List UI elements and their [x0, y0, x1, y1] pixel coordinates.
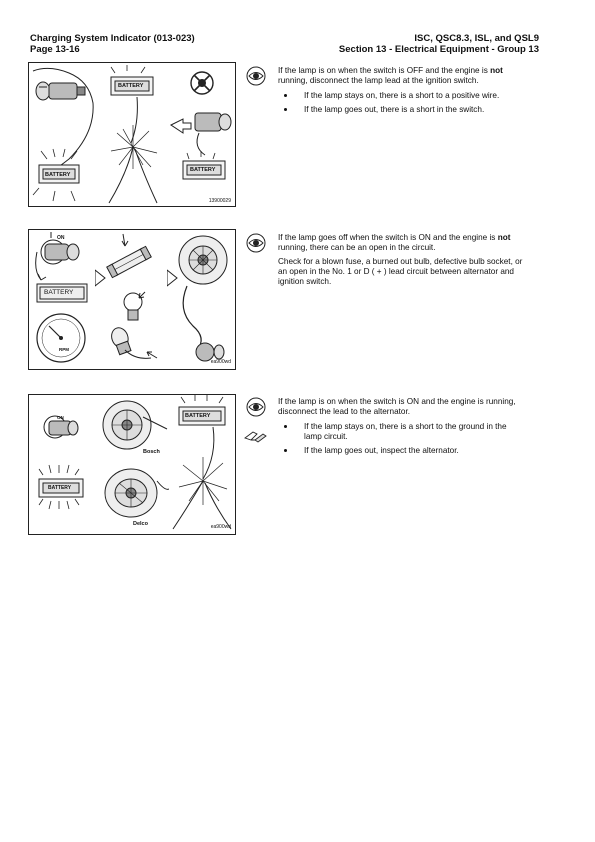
section-name: Section 13 - Electrical Equipment - Group 13: [338, 43, 539, 55]
figure-1-short-cell: [97, 63, 170, 204]
figure-3: [28, 394, 236, 535]
section-3-text: [278, 397, 526, 459]
figure-2-alternator-cell: [167, 230, 235, 367]
section-2-details: Check for a blown fuse, a burned out bulb, defective bulb socket, or an open in the No. 1 or D ( + ) lead circuit between alternator and ignition switch.: [278, 257, 523, 286]
battery-label: BATTERY: [185, 413, 211, 419]
disconnected-switch-illustration: [169, 63, 235, 204]
figure-3-short-cell: [169, 395, 235, 532]
figure-3-delco-cell: [97, 461, 170, 532]
figure-1-disconnect-cell: [169, 63, 235, 204]
section-3-bullets: [278, 421, 526, 456]
figure-2-fuse-cell: [95, 230, 168, 367]
list-item: • If the lamp stays on, there is a short to the ground in the lamp circuit.: [296, 421, 526, 442]
page-number: Page 13-16: [30, 43, 80, 55]
battery-lamp-label: BATTERY: [190, 167, 216, 173]
battery-label: BATTERY: [48, 485, 72, 491]
section-3-intro: If the lamp is on when the switch is ON and the engine is running, disconnect the lead to the alternator.: [278, 397, 516, 416]
fuse-and-bulb-illustration: [95, 230, 167, 367]
section-1-text: [278, 66, 526, 118]
figure-1: [28, 62, 236, 207]
section-1-bullets: [278, 90, 526, 115]
list-item: • If the lamp goes out, inspect the alternator.: [296, 445, 526, 456]
engine-models: ISC, QSC8.3, ISL, and QSL9: [414, 33, 539, 44]
page-header-left: [30, 34, 195, 55]
figure-id: ea900wd: [210, 359, 231, 365]
figure-id: 13900029: [208, 198, 231, 204]
figure-id: ea900wd: [210, 524, 231, 530]
section-2-intro: If the lamp goes off when the switch is ON and the engine is not running, there can be an open in the circuit.: [278, 233, 511, 252]
list-item: • If the lamp goes out, there is a short in the switch.: [296, 104, 526, 115]
list-item: • If the lamp stays on, there is a short to a positive wire.: [296, 90, 526, 101]
inspect-eye-icon: [246, 233, 266, 253]
figure-2-dash-cell: [29, 230, 96, 367]
section-1-intro: If the lamp is on when the switch is OFF and the engine is not running, disconnect the lamp lead at the ignition switch.: [278, 66, 503, 85]
page-header-right: [339, 34, 539, 55]
inspect-eye-icon: [246, 66, 266, 86]
section-title: Charging System Indicator (013-023): [30, 33, 195, 44]
ignition-switch-illustration: [29, 63, 97, 204]
figure-3-switch-cell: [29, 395, 98, 532]
inspect-eye-icon: [246, 397, 266, 417]
figure-2: [28, 229, 236, 370]
bosch-label: Bosch: [143, 449, 160, 455]
battery-label: BATTERY: [44, 289, 74, 296]
battery-lamp-label: BATTERY: [118, 83, 144, 89]
on-label: ON: [57, 235, 65, 241]
figure-3-bosch-cell: [97, 395, 170, 462]
on-label: ON: [57, 415, 64, 420]
rpm-label: RPM: [59, 347, 69, 352]
delco-label: Delco: [133, 521, 148, 527]
figure-1-switch-cell: [29, 63, 98, 204]
alternator-wiring-illustration: [167, 230, 235, 367]
battery-lamp-label: BATTERY: [45, 172, 71, 178]
section-2-text: [278, 233, 526, 291]
disconnect-wire-icon: [243, 428, 267, 444]
